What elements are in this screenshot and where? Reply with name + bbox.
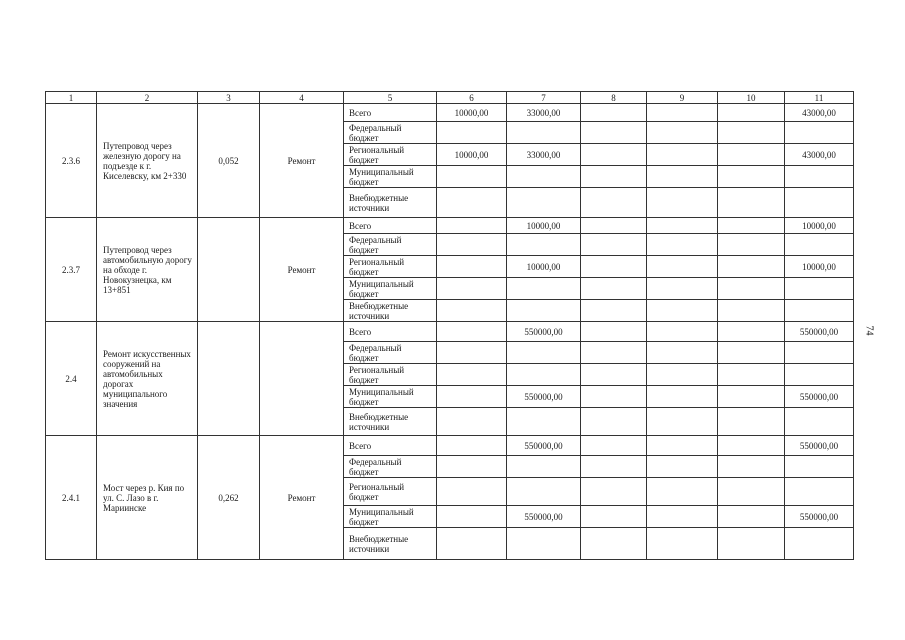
header-cell: 3 — [198, 92, 260, 104]
item-work-type — [260, 322, 344, 436]
value-col6 — [437, 166, 507, 188]
value-col7 — [507, 278, 581, 300]
value-col6 — [437, 234, 507, 256]
value-col10 — [718, 104, 785, 122]
header-cell: 11 — [785, 92, 854, 104]
value-col11: 550000,00 — [785, 436, 854, 456]
value-col6 — [437, 456, 507, 478]
value-col9 — [647, 218, 718, 234]
value-col11 — [785, 456, 854, 478]
value-col9 — [647, 104, 718, 122]
value-col9 — [647, 364, 718, 386]
value-col7: 10000,00 — [507, 256, 581, 278]
funding-source: Федеральный бюджет — [344, 342, 437, 364]
value-col11: 550000,00 — [785, 322, 854, 342]
funding-source: Региональный бюджет — [344, 364, 437, 386]
header-cell: 4 — [260, 92, 344, 104]
value-col7 — [507, 364, 581, 386]
value-col6 — [437, 528, 507, 560]
value-col9 — [647, 386, 718, 408]
value-col11 — [785, 166, 854, 188]
funding-source: Региональный бюджет — [344, 144, 437, 166]
value-col6 — [437, 386, 507, 408]
budget-table — [45, 91, 854, 560]
value-col10 — [718, 122, 785, 144]
value-col7 — [507, 188, 581, 218]
value-col8 — [581, 478, 647, 506]
value-col10 — [718, 408, 785, 436]
value-col11: 550000,00 — [785, 386, 854, 408]
value-col11: 550000,00 — [785, 506, 854, 528]
value-col7: 550000,00 — [507, 386, 581, 408]
value-col9 — [647, 278, 718, 300]
value-col11 — [785, 234, 854, 256]
header-cell: 1 — [46, 92, 97, 104]
funding-source: Региональный бюджет — [344, 256, 437, 278]
value-col11: 10000,00 — [785, 218, 854, 234]
value-col10 — [718, 342, 785, 364]
funding-source: Муниципальный бюджет — [344, 506, 437, 528]
value-col6 — [437, 122, 507, 144]
value-col11 — [785, 342, 854, 364]
value-col7: 10000,00 — [507, 218, 581, 234]
value-col7 — [507, 166, 581, 188]
value-col10 — [718, 364, 785, 386]
value-col7: 550000,00 — [507, 506, 581, 528]
header-cell: 6 — [437, 92, 507, 104]
value-col8 — [581, 342, 647, 364]
value-col7 — [507, 122, 581, 144]
value-col8 — [581, 104, 647, 122]
value-col8 — [581, 256, 647, 278]
value-col8 — [581, 278, 647, 300]
value-col10 — [718, 436, 785, 456]
value-col8 — [581, 506, 647, 528]
value-col7: 33000,00 — [507, 144, 581, 166]
value-col8 — [581, 436, 647, 456]
value-col8 — [581, 364, 647, 386]
value-col11 — [785, 364, 854, 386]
value-col8 — [581, 408, 647, 436]
value-col9 — [647, 234, 718, 256]
item-length — [198, 218, 260, 322]
value-col8 — [581, 386, 647, 408]
value-col11 — [785, 528, 854, 560]
item-name: Ремонт искусственных сооружений на автомобильных дорогах муниципального значения — [97, 322, 198, 436]
value-col9 — [647, 300, 718, 322]
value-col8 — [581, 188, 647, 218]
value-col8 — [581, 528, 647, 560]
value-col10 — [718, 218, 785, 234]
value-col9 — [647, 166, 718, 188]
value-col6 — [437, 364, 507, 386]
item-length: 0,052 — [198, 104, 260, 218]
table-row — [46, 436, 854, 456]
value-col9 — [647, 408, 718, 436]
value-col8 — [581, 456, 647, 478]
value-col11: 43000,00 — [785, 104, 854, 122]
item-work-type: Ремонт — [260, 104, 344, 218]
item-length — [198, 322, 260, 436]
value-col10 — [718, 478, 785, 506]
value-col8 — [581, 218, 647, 234]
value-col6 — [437, 256, 507, 278]
value-col10 — [718, 506, 785, 528]
item-code: 2.4.1 — [46, 436, 97, 560]
table-row — [46, 322, 854, 342]
funding-source: Федеральный бюджет — [344, 456, 437, 478]
value-col10 — [718, 322, 785, 342]
value-col11 — [785, 300, 854, 322]
value-col10 — [718, 278, 785, 300]
item-name: Путепровод через железную дорогу на подъезде к г. Киселевску, км 2+330 — [97, 104, 198, 218]
item-code: 2.4 — [46, 322, 97, 436]
item-work-type: Ремонт — [260, 218, 344, 322]
value-col7 — [507, 478, 581, 506]
value-col10 — [718, 456, 785, 478]
item-work-type: Ремонт — [260, 436, 344, 560]
value-col9 — [647, 342, 718, 364]
value-col9 — [647, 122, 718, 144]
value-col6 — [437, 322, 507, 342]
header-row — [46, 92, 854, 104]
funding-source: Муниципальный бюджет — [344, 386, 437, 408]
value-col9 — [647, 506, 718, 528]
value-col8 — [581, 234, 647, 256]
value-col10 — [718, 256, 785, 278]
value-col10 — [718, 300, 785, 322]
value-col10 — [718, 188, 785, 218]
header-cell: 10 — [718, 92, 785, 104]
value-col8 — [581, 144, 647, 166]
value-col11: 43000,00 — [785, 144, 854, 166]
funding-source: Федеральный бюджет — [344, 234, 437, 256]
value-col9 — [647, 322, 718, 342]
item-code: 2.3.7 — [46, 218, 97, 322]
value-col7: 33000,00 — [507, 104, 581, 122]
value-col10 — [718, 166, 785, 188]
funding-source: Муниципальный бюджет — [344, 278, 437, 300]
value-col8 — [581, 322, 647, 342]
funding-source: Всего — [344, 436, 437, 456]
value-col9 — [647, 456, 718, 478]
value-col7 — [507, 342, 581, 364]
value-col10 — [718, 234, 785, 256]
value-col9 — [647, 478, 718, 506]
funding-source: Внебюджетные источники — [344, 188, 437, 218]
value-col6 — [437, 436, 507, 456]
value-col11: 10000,00 — [785, 256, 854, 278]
value-col8 — [581, 122, 647, 144]
value-col6 — [437, 478, 507, 506]
value-col6 — [437, 408, 507, 436]
value-col9 — [647, 144, 718, 166]
value-col11 — [785, 478, 854, 506]
value-col7 — [507, 234, 581, 256]
value-col6 — [437, 188, 507, 218]
funding-source: Региональный бюджет — [344, 478, 437, 506]
header-cell: 7 — [507, 92, 581, 104]
value-col7: 550000,00 — [507, 436, 581, 456]
funding-source: Всего — [344, 322, 437, 342]
value-col10 — [718, 386, 785, 408]
value-col10 — [718, 528, 785, 560]
value-col7: 550000,00 — [507, 322, 581, 342]
item-name: Путепровод через автомобильную дорогу на обходе г. Новокузнецка, км 13+851 — [97, 218, 198, 322]
header-cell: 2 — [97, 92, 198, 104]
page-number: 74 — [863, 325, 875, 336]
value-col6 — [437, 278, 507, 300]
header-cell: 8 — [581, 92, 647, 104]
funding-source: Внебюджетные источники — [344, 408, 437, 436]
value-col7 — [507, 408, 581, 436]
funding-source: Всего — [344, 218, 437, 234]
value-col11 — [785, 122, 854, 144]
funding-source: Муниципальный бюджет — [344, 166, 437, 188]
value-col9 — [647, 436, 718, 456]
value-col7 — [507, 456, 581, 478]
value-col6 — [437, 218, 507, 234]
funding-source: Федеральный бюджет — [344, 122, 437, 144]
funding-source: Всего — [344, 104, 437, 122]
value-col10 — [718, 144, 785, 166]
value-col6 — [437, 342, 507, 364]
value-col6 — [437, 300, 507, 322]
item-name: Мост через р. Кия по ул. С. Лазо в г. Мариинске — [97, 436, 198, 560]
value-col7 — [507, 300, 581, 322]
table-row — [46, 218, 854, 234]
value-col6: 10000,00 — [437, 144, 507, 166]
item-code: 2.3.6 — [46, 104, 97, 218]
table-row — [46, 104, 854, 122]
value-col11 — [785, 188, 854, 218]
value-col6 — [437, 506, 507, 528]
value-col8 — [581, 166, 647, 188]
value-col9 — [647, 188, 718, 218]
value-col7 — [507, 528, 581, 560]
header-cell: 5 — [344, 92, 437, 104]
value-col8 — [581, 300, 647, 322]
item-length: 0,262 — [198, 436, 260, 560]
value-col11 — [785, 278, 854, 300]
value-col11 — [785, 408, 854, 436]
value-col6: 10000,00 — [437, 104, 507, 122]
funding-source: Внебюджетные источники — [344, 300, 437, 322]
value-col9 — [647, 256, 718, 278]
header-cell: 9 — [647, 92, 718, 104]
funding-source: Внебюджетные источники — [344, 528, 437, 560]
value-col9 — [647, 528, 718, 560]
